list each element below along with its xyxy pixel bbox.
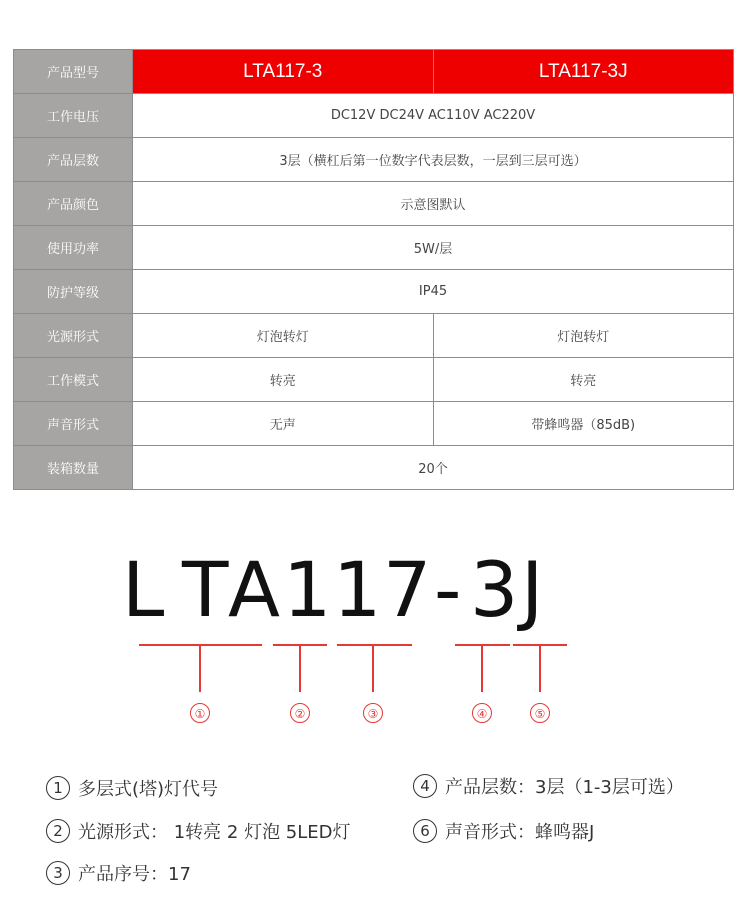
legend-item bbox=[46, 775, 218, 801]
row-value-model-1: 无声 bbox=[133, 402, 434, 446]
row-value-model-1: 灯泡转灯 bbox=[133, 314, 434, 358]
row-label: 光源形式 bbox=[14, 314, 133, 358]
code-char: 3 bbox=[470, 545, 519, 634]
connector-3 bbox=[372, 645, 374, 692]
row-value-model-2: 带蜂鸣器（85dB) bbox=[433, 402, 734, 446]
model-name-1: LTA117-3 bbox=[133, 50, 434, 94]
model-name-2: LTA117-3J bbox=[433, 50, 734, 94]
code-char: A bbox=[228, 545, 280, 634]
legend-text: 产品序号：17 bbox=[78, 864, 191, 885]
marker-1: ① bbox=[190, 703, 210, 723]
connector-2 bbox=[299, 645, 301, 692]
underline-3 bbox=[337, 644, 412, 646]
row-value: 示意图默认 bbox=[133, 182, 734, 226]
row-label: 装箱数量 bbox=[14, 446, 133, 490]
row-value-model-1: 转亮 bbox=[133, 358, 434, 402]
row-label: 声音形式 bbox=[14, 402, 133, 446]
connector-1 bbox=[199, 645, 201, 692]
legend-text: 光源形式： 1转亮 2 灯泡 5LED灯 bbox=[78, 822, 351, 843]
legend-number: 1 bbox=[46, 776, 70, 800]
row-label: 防护等级 bbox=[14, 270, 133, 314]
row-label: 工作电压 bbox=[14, 94, 133, 138]
row-label: 产品颜色 bbox=[14, 182, 133, 226]
marker-4: ④ bbox=[472, 703, 492, 723]
marker-2: ② bbox=[290, 703, 310, 723]
legend-number: 6 bbox=[413, 819, 437, 843]
row-value: DC12V DC24V AC110V AC220V bbox=[133, 94, 734, 138]
connector-4 bbox=[481, 645, 483, 692]
legend-text: 产品层数：3层（1-3层可选） bbox=[445, 777, 684, 798]
row-value: 20个 bbox=[133, 446, 734, 490]
marker-3: ③ bbox=[363, 703, 383, 723]
row-label: 工作模式 bbox=[14, 358, 133, 402]
legend-item bbox=[46, 860, 191, 886]
row-value: 3层（横杠后第一位数字代表层数，一层到三层可选） bbox=[133, 138, 734, 182]
row-value: 5W/层 bbox=[133, 226, 734, 270]
legend-text: 多层式(塔)灯代号 bbox=[78, 779, 219, 800]
legend-item bbox=[413, 773, 684, 799]
row-label: 使用功率 bbox=[14, 226, 133, 270]
code-char: L bbox=[122, 545, 165, 634]
legend-item bbox=[46, 818, 351, 844]
row-label: 产品型号 bbox=[14, 50, 133, 94]
row-value-model-2: 转亮 bbox=[433, 358, 734, 402]
code-char: 1 bbox=[333, 545, 382, 634]
row-value: IP45 bbox=[133, 270, 734, 314]
legend-number: 2 bbox=[46, 819, 70, 843]
legend-text: 声音形式：蜂鸣器J bbox=[445, 822, 595, 843]
legend-number: 4 bbox=[413, 774, 437, 798]
code-char: T bbox=[182, 545, 229, 634]
code-char: 7 bbox=[383, 545, 432, 634]
row-label: 产品层数 bbox=[14, 138, 133, 182]
legend-item bbox=[413, 818, 594, 844]
code-char: J bbox=[521, 545, 544, 634]
code-char: - bbox=[434, 545, 462, 634]
code-char: 1 bbox=[283, 545, 332, 634]
marker-5: ⑤ bbox=[530, 703, 550, 723]
connector-5 bbox=[539, 645, 541, 692]
legend-number: 3 bbox=[46, 861, 70, 885]
row-value-model-2: 灯泡转灯 bbox=[433, 314, 734, 358]
